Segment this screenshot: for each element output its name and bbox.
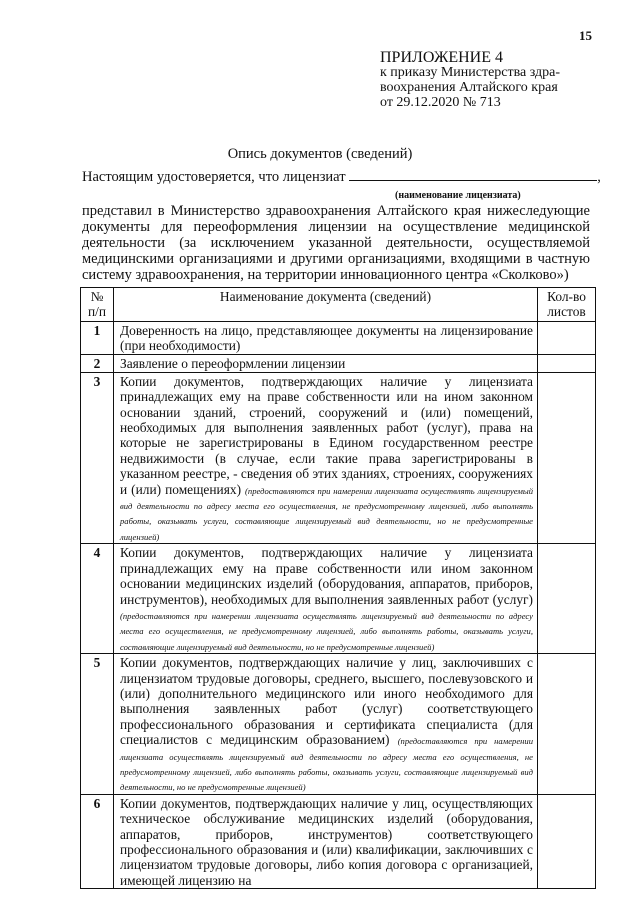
document-name (114, 372, 538, 543)
document-text: Заявление о переоформлении лицензии (120, 355, 346, 371)
intro-paragraph: представил в Министерство здравоохранения Алтайского края нижеследующие документы для переоформления лицензии на осуществление медицинской деятельности (за исключением указанной деятельности, осуществляемой медицинскими организациями и другими организациями, входящими в частную систему здравоохранения, на территории инновационного центра «Сколково») (82, 203, 590, 283)
document-text: Копии документов, подтверждающих наличие у лицензиата принадлежащих ему на праве собственности или ином законном основании медицинских изделий (оборудования, аппаратов, приборов, инструментов), необходимых для выполнения заявленных работ (услуг) (120, 545, 533, 607)
certification-end: , (597, 169, 601, 185)
document-note: (предоставляются при намерении лицензиата осуществлять лицензируемый вид деятельности по адресу места его осуществления, не предусмотренному лицензией, либо выполнять работы, оказывать услуги, составляющие лицензируемый вид деятельности, но не предусмотренные лицензией) (120, 610, 533, 652)
sheet-count-cell[interactable] (538, 372, 596, 543)
row-number: 1 (81, 322, 114, 355)
sheet-count-cell[interactable] (538, 544, 596, 654)
document-text: Копии документов, подтверждающих наличие у лиц, заключивших с лицензиатом трудовые договоры, среднего, высшего, послевузовского и (или) дополнительного медицинского или иного необходимого для выполнения заявленных работ (услуг) соответствующего профессионального образования и сертификата специалиста (для специалистов с медицинским образованием) (120, 655, 533, 748)
table-row (81, 794, 596, 888)
header-sheet-count: Кол-во листов (538, 288, 596, 322)
row-number: 2 (81, 354, 114, 372)
sheet-count-cell[interactable] (538, 354, 596, 372)
document-name (114, 544, 538, 654)
document-text: Доверенность на лицо, представляющее документы на лицензирование (при необходимости) (120, 323, 533, 354)
document-title: Опись документов (сведений) (227, 146, 413, 162)
document-name (114, 322, 538, 355)
sheet-count-cell[interactable] (538, 794, 596, 888)
table-header-row (81, 288, 596, 322)
table-row (81, 354, 596, 372)
licensee-name-blank[interactable] (349, 168, 597, 181)
appendix-line: от 29.12.2020 № 713 (380, 95, 501, 110)
appendix-block (380, 50, 620, 110)
document-note: (предоставляются при намерении лицензиата осуществлять лицензируемый вид деятельности по адресу места его осуществления, не предусмотренному лицензией, либо выполнять работы, оказывать услуги, составляющие лицензируемый вид деятельности, но не предусмотренные лицензией) (120, 485, 533, 542)
row-number: 4 (81, 544, 114, 654)
appendix-line: к приказу Министерства здра- (380, 65, 561, 80)
document-name (114, 794, 538, 888)
document-text: Копии документов, подтверждающих наличие у лицензиата принадлежащих ему на праве собственности или на ином законном основании зданий, строений, сооружений и (или) помещений, необходимых для выполнения заявленных работ (услуг), права на которые не зарегистрированы в Едином государственном реестре недвижимости (в случае, если такие права зарегистрированы в указанном реестре, - сведения об этих зданиях, строениях, сооружениях и (или) помещениях) (120, 373, 533, 497)
document-note: (предоставляются при намерении лицензиата осуществлять лицензируемый вид деятельности по адресу места его осуществления, не предусмотренному лицензией, либо выполнять работы, оказывать услуги, составляющие лицензируемый вид деятельности, но не предусмотренные лицензией) (120, 736, 533, 793)
sheet-count-cell[interactable] (538, 654, 596, 795)
documents-table (80, 287, 596, 889)
header-document-name: Наименование документа (сведений) (114, 288, 538, 322)
page-number: 15 (579, 28, 592, 43)
table-row (81, 322, 596, 355)
appendix-title: ПРИЛОЖЕНИЕ 4 (380, 49, 504, 66)
table-row (81, 544, 596, 654)
appendix-line: воохранения Алтайского края (380, 80, 558, 95)
document-name (114, 354, 538, 372)
header-number: № п/п (81, 288, 114, 322)
document-name (114, 654, 538, 795)
table-row (81, 372, 596, 543)
licensee-caption: (наименование лицензиата) (395, 190, 521, 201)
row-number: 5 (81, 654, 114, 795)
sheet-count-cell[interactable] (538, 322, 596, 355)
table-row (81, 654, 596, 795)
row-number: 6 (81, 794, 114, 888)
document-text: Копии документов, подтверждающих наличие у лиц, осуществляющих техническое обслуживание медицинских изделий (оборудования, аппаратов, приборов, инструментов) соответствующего профессионального образования и (или) квалификации, заключивших с лицензиатом трудовые договоры, либо копия договора с организацией, имеющей лицензию на (120, 795, 533, 888)
certification-text: Настоящим удостоверяется, что лицензиат (82, 169, 346, 185)
certification-line (82, 168, 601, 186)
row-number: 3 (81, 372, 114, 543)
